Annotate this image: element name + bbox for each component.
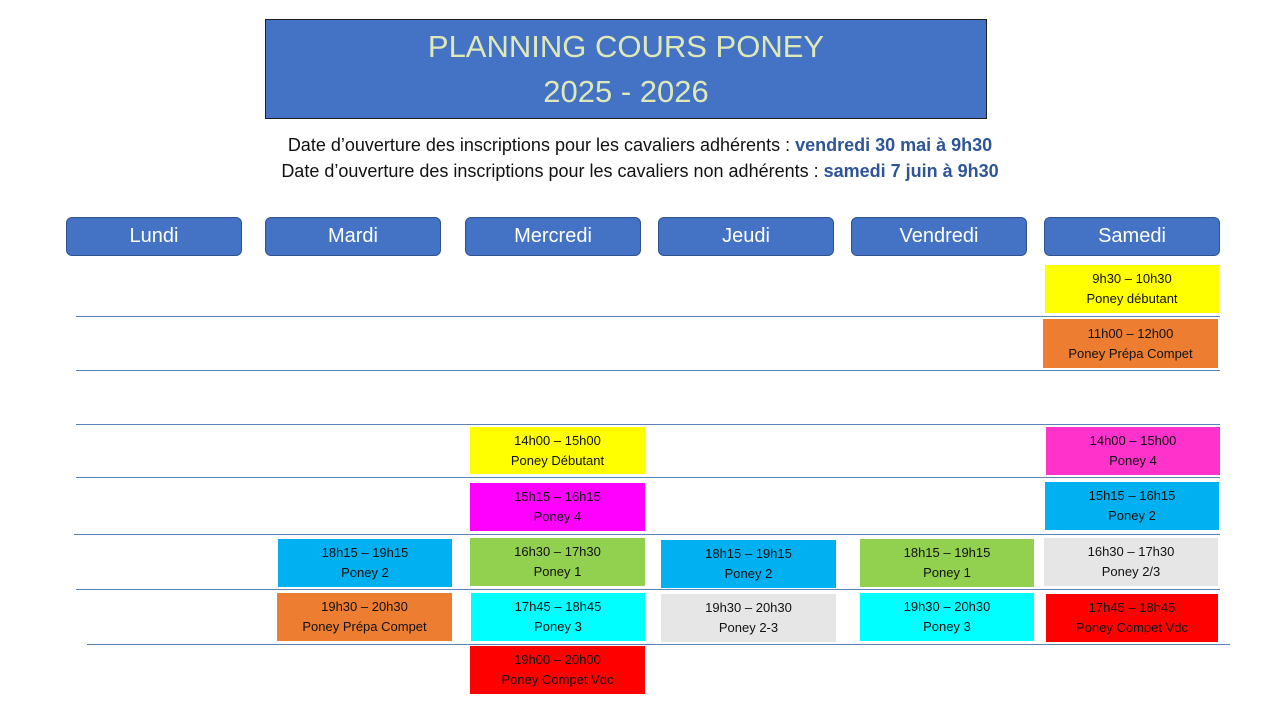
info-line-members-text: Date d’ouverture des inscriptions pour les cavaliers adhérents : — [287, 135, 796, 155]
course-slot-samedi-1 — [1045, 265, 1219, 313]
info-line-nonmembers-text: Date d’ouverture des inscriptions pour les cavaliers non adhérents : — [281, 161, 824, 181]
course-time: 15h15 – 16h15 — [514, 489, 601, 504]
row-divider — [76, 424, 1220, 425]
course-name: Poney 1 — [923, 565, 971, 580]
course-slot-vendredi-2 — [860, 593, 1034, 641]
course-slot-samedi-5 — [1044, 538, 1218, 586]
row-divider — [74, 534, 1220, 535]
course-time: 19h00 – 20h00 — [514, 652, 601, 667]
course-time: 15h15 – 16h15 — [1088, 488, 1176, 503]
title-banner — [265, 19, 987, 119]
course-time: 14h00 – 15h00 — [514, 432, 601, 448]
course-time: 18h15 – 19h15 — [903, 545, 991, 560]
row-divider — [76, 477, 1220, 478]
course-time: 16h30 – 17h30 — [1087, 544, 1175, 559]
course-slot-samedi-3 — [1046, 427, 1220, 475]
course-slot-samedi-2 — [1043, 319, 1218, 368]
course-name: Poney 2 — [1108, 508, 1156, 523]
course-slot-mercredi-1 — [470, 427, 645, 474]
info-line-nonmembers — [0, 161, 1280, 182]
course-slot-vendredi-1 — [860, 539, 1034, 587]
course-time: 11h00 – 12h00 — [1087, 325, 1174, 341]
course-slot-jeudi-2 — [661, 594, 836, 642]
course-slot-mercredi-4 — [471, 593, 645, 641]
course-name: Poney 3 — [534, 619, 582, 634]
course-name: Poney 1 — [533, 564, 582, 579]
day-header-samedi: Samedi — [1044, 217, 1220, 256]
day-header-vendredi: Vendredi — [851, 217, 1027, 256]
course-name: Poney 4 — [1109, 453, 1157, 468]
course-name: Poney Prépa Compet — [1068, 345, 1193, 361]
row-divider — [76, 316, 1220, 317]
course-slot-mercredi-3 — [470, 538, 645, 586]
day-header-jeudi: Jeudi — [658, 217, 834, 256]
course-slot-mardi-2 — [277, 593, 452, 641]
title-line-2: 2025 - 2026 — [543, 74, 709, 109]
course-name: Poney Compet Vdc — [1075, 620, 1188, 635]
day-header-mardi: Mardi — [265, 217, 441, 256]
course-time: 18h15 – 19h15 — [321, 545, 409, 560]
course-name: Poney 2-3 — [718, 620, 779, 635]
course-slot-samedi-6 — [1046, 594, 1218, 642]
course-time: 19h30 – 20h30 — [903, 599, 991, 614]
course-time: 19h30 – 20h30 — [321, 599, 408, 614]
course-name: Poney Débutant — [510, 452, 605, 468]
course-slot-mercredi-2 — [470, 483, 645, 531]
course-slot-samedi-4 — [1045, 482, 1219, 530]
course-name: Poney 4 — [533, 509, 582, 524]
course-time: 16h30 – 17h30 — [514, 544, 601, 559]
course-name: Poney débutant — [1086, 291, 1178, 306]
course-slot-jeudi-1 — [661, 540, 836, 588]
course-time: 18h15 – 19h15 — [705, 546, 792, 561]
info-line-nonmembers-date: samedi 7 juin à 9h30 — [823, 161, 999, 181]
row-divider — [87, 644, 1230, 645]
course-time: 17h45 – 18h45 — [1088, 600, 1176, 615]
course-name: Poney 2/3 — [1101, 564, 1161, 579]
course-name: Poney 2 — [341, 565, 389, 580]
course-name: Poney Compet Vdc — [501, 672, 614, 687]
course-time: 19h30 – 20h30 — [705, 600, 792, 615]
course-time: 9h30 – 10h30 — [1092, 271, 1172, 286]
info-line-members — [0, 135, 1280, 156]
row-divider — [76, 370, 1220, 371]
course-name: Poney Prépa Compet — [302, 619, 427, 634]
day-header-lundi: Lundi — [66, 217, 242, 256]
title-line-1: PLANNING COURS PONEY — [427, 29, 825, 64]
course-slot-mardi-1 — [278, 539, 452, 587]
row-divider — [76, 589, 1220, 590]
course-name: Poney 2 — [724, 566, 773, 581]
info-line-members-date: vendredi 30 mai à 9h30 — [795, 135, 993, 155]
course-time: 17h45 – 18h45 — [514, 599, 602, 614]
day-header-mercredi: Mercredi — [465, 217, 641, 256]
course-time: 14h00 – 15h00 — [1089, 433, 1177, 448]
course-name: Poney 3 — [923, 619, 971, 634]
course-slot-mercredi-5 — [470, 646, 645, 694]
